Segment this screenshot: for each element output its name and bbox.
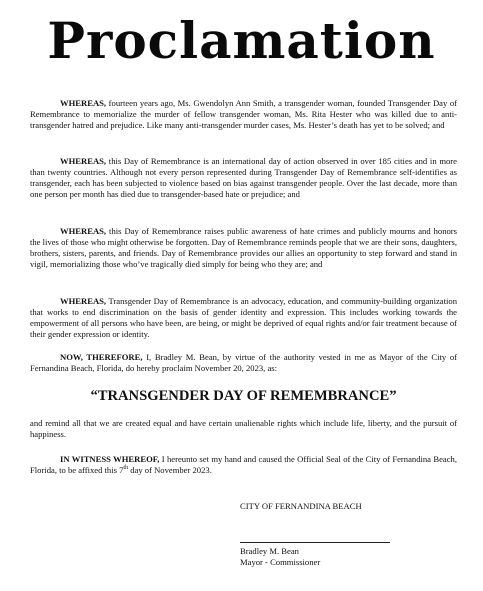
paragraph-lead: WHEREAS, [60,98,107,108]
witness-paragraph [30,454,457,476]
witness-text-end: day of November 2023. [128,465,212,475]
paragraph-text: Transgender Day of Remembrance is an advocacy, education, and community-building organization that works to end discrimination on the basis of gender identity and expression. This includes working towards the empowerment of all persons who have been, are being, or might be deprived of equal rights and/or fair treatment because of their gender expression or identity. [30,296,457,339]
whereas-paragraph-1 [30,98,457,131]
paragraph-lead: WHEREAS, [60,296,107,306]
paragraph-lead: WHEREAS, [60,226,107,236]
signer-name: Bradley M. Bean [240,546,299,556]
signer-title: Mayor - Commissioner [240,557,321,567]
paragraph-text: this Day of Remembrance is an international day of action observed in over 185 cities and in more than twenty countries. Although not every person represented during Transgender Day of Remembrance self-identifies as transgender, each has been subjected to violence based on bias against transgender people. Over the last decade, more than one person per month has died due to transgender-based hate or prejudice; and [30,156,457,199]
paragraph-lead: NOW, THEREFORE, [60,352,143,362]
paragraph-text: fourteen years ago, Ms. Gwendolyn Ann Smith, a transgender woman, founded Transgender Day of Remembrance to memorialize the murder of fellow transgender woman, Ms. Rita Hester who was killed due to anti-transgender hatred and prejudice. Like many anti-transgender murder cases, Ms. Hester’s death has yet to be solved; and [30,98,457,130]
ordinal-suffix: th [123,465,129,472]
paragraph-lead: WHEREAS, [60,156,107,166]
whereas-paragraph-3 [30,226,457,270]
witness-lead: IN WITNESS WHEREOF, [60,454,160,464]
city-name: CITY OF FERNANDINA BEACH [240,501,362,511]
signature-line [240,542,390,543]
signer-block [240,546,320,568]
paragraph-text: I, Bradley M. Bean, by virtue of the authority vested in me as Mayor of the City of Fernandina Beach, Florida, do hereby proclaim November 20, 2023, as: [30,352,457,373]
proclaimed-day-heading: “TRANSGENDER DAY OF REMEMBRANCE” [90,388,397,404]
now-therefore-paragraph [30,352,457,374]
page-title: Proclamation [47,11,436,70]
closing-paragraph: and remind all that we are created equal and have certain unalienable rights which include life, liberty, and the pursuit of happiness. [30,418,457,439]
whereas-paragraph-2 [30,156,457,200]
whereas-paragraph-4 [30,296,457,340]
paragraph-text: this Day of Remembrance raises public awareness of hate crimes and publicly mourns and honors the lives of those who might otherwise be forgotten. Day of Remembrance reminds people that we are their sons, daughters, brothers, sisters, parents, and friends. Day of Remembrance provides our allies an opportunity to step forward and stand in vigil, memorializing those who’ve tragically died simply for being who they are; and [30,226,457,269]
witness-text: I hereunto set my hand and caused the Official Seal of the City of Fernandina Beach, Florida, to be affixed this 7 [30,454,457,475]
